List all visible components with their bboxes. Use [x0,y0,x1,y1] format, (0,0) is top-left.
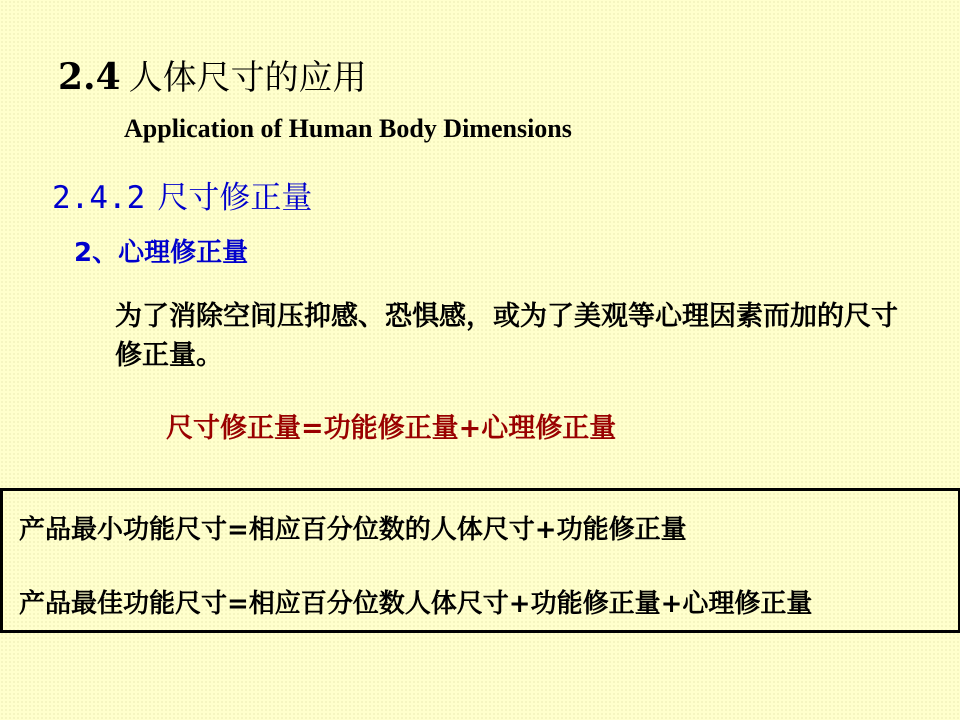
section-number: 2.4.2 [52,180,146,216]
subsection-heading: 2、心理修正量 [74,238,249,268]
correction-formula: 尺寸修正量=功能修正量+心理修正量 [166,413,617,444]
slide-title [58,50,367,99]
title-number: 2.4 [58,56,121,98]
optimal-function-size-formula: 产品最佳功能尺寸=相应百分位数人体尺寸+功能修正量+心理修正量 [19,589,813,619]
minimum-function-size-formula: 产品最小功能尺寸=相应百分位数的人体尺寸+功能修正量 [19,515,687,545]
formula-box [0,488,960,633]
section-heading [52,172,312,217]
definition-text: 为了消除空间压抑感、恐惧感，或为了美观等心理因素而加的尺寸修正量。 [115,301,898,371]
section-title: 尺寸修正量 [157,180,313,216]
english-subtitle: Application of Human Body Dimensions [124,114,572,143]
title-chinese: 人体尺寸的应用 [128,58,367,98]
